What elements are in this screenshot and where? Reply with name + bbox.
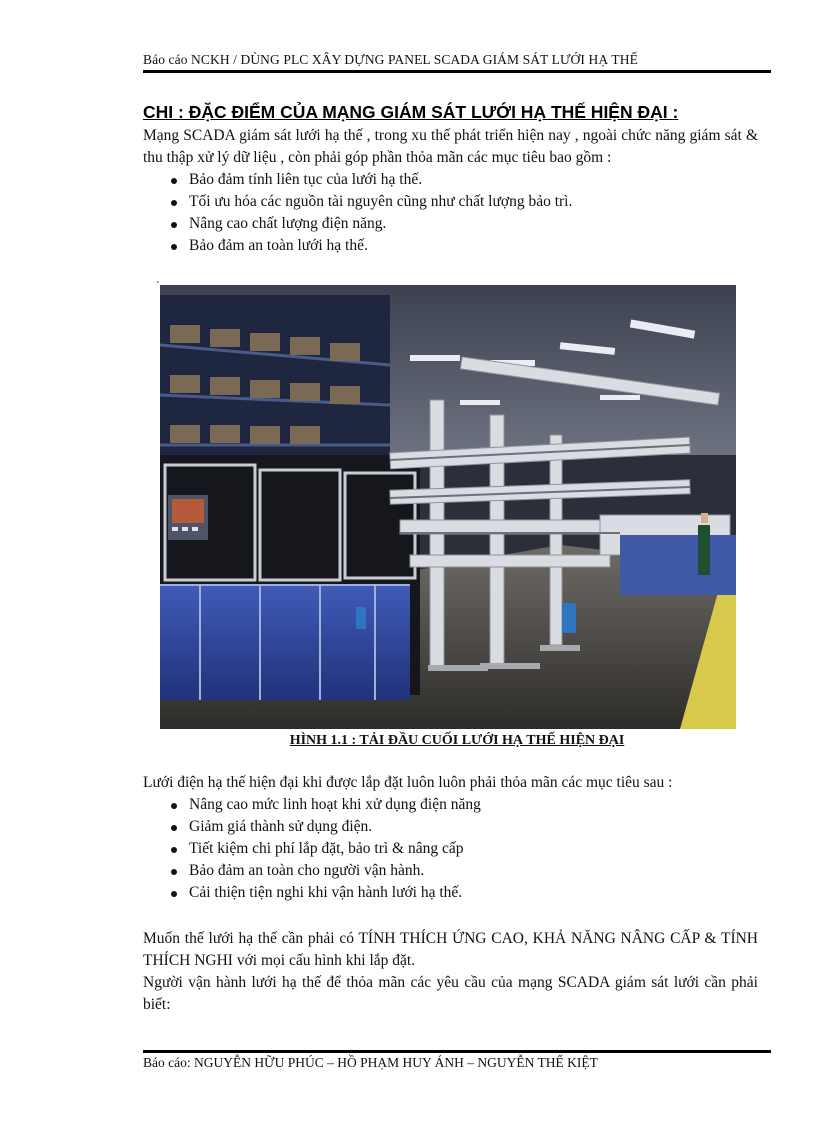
page-header: Báo cáo NCKH / DÙNG PLC XÂY DỰNG PANEL SCADA GIÁM SÁT LƯỚI HẠ THẾ [143, 52, 638, 67]
list-item: Nâng cao mức linh hoạt khi xử dụng điện năng [171, 794, 758, 816]
section-title: CHI : ĐẶC ĐIỂM CỦA MẠNG GIÁM SÁT LƯỚI HẠ THẾ HIỆN ĐẠI : [143, 102, 679, 122]
section-3 [143, 928, 758, 1016]
list-item: Bảo đảm an toàn cho người vận hành. [171, 860, 758, 882]
footer-rule [143, 1050, 771, 1053]
section-2 [143, 772, 758, 904]
factory-photo [160, 285, 736, 729]
section-intro: Mạng SCADA giám sát lưới hạ thế , trong xu thế phát triển hiện nay , ngoài chức năng giám sát & thu thập xử lý dữ liệu , còn phải góp phần thỏa mãn các mục tiêu bao gồm : [143, 127, 758, 166]
list-item: Giảm giá thành sử dụng điện. [171, 816, 758, 838]
header-rule [143, 70, 771, 73]
list-item: Tiết kiệm chi phí lắp đặt, bảo trì & nâng cấp [171, 838, 758, 860]
figure-mark: ' [157, 280, 159, 291]
figure-caption: HÌNH 1.1 : TẢI ĐẦU CUỐI LƯỚI HẠ THẾ HIỆN ĐẠI [289, 733, 625, 748]
paragraph: Muốn thế lưới hạ thế cần phải có TÍNH THÍCH ỨNG CAO, KHẢ NĂNG NÂNG CẤP & TÍNH THÍCH NGHI với mọi cấu hình khi lắp đặt. [143, 930, 758, 969]
section-intro: Lưới điện hạ thế hiện đại khi được lắp đặt luôn luôn phải thỏa mãn các mục tiêu sau : [143, 774, 673, 791]
paragraph: Người vận hành lưới hạ thế để thỏa mãn các yêu cầu của mạng SCADA giám sát lưới cần phải biết: [143, 974, 758, 1013]
requirements-list [143, 794, 758, 904]
list-item: Bảo đảm an toàn lưới hạ thế. [171, 235, 758, 257]
list-item: Cải thiện tiện nghi khi vận hành lưới hạ thế. [171, 882, 758, 904]
objectives-list [143, 169, 758, 257]
page-footer: Báo cáo: NGUYỄN HỮU PHÚC – HỒ PHẠM HUY ÁNH – NGUYỄN THẾ KIỆT [143, 1055, 598, 1070]
list-item: Nâng cao chất lượng điện năng. [171, 213, 758, 235]
list-item: Tối ưu hóa các nguồn tài nguyên cũng như chất lượng bảo trì. [171, 191, 758, 213]
section-1 [143, 102, 758, 257]
list-item: Bảo đảm tính liên tục của lưới hạ thế. [171, 169, 758, 191]
